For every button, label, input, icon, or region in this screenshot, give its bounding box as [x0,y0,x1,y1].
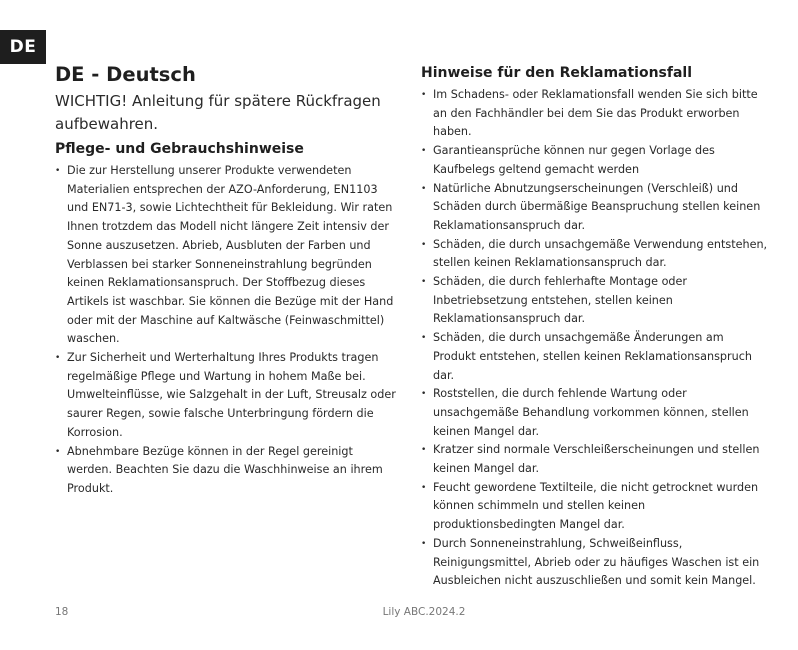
list-item: • Feucht gewordene Textilteile, die nicht getrocknet wurden können schimmeln und stellen keinen produktionsbedingten Mangel dar. [421,479,768,535]
complaints-column [421,60,768,591]
list-item: • Schäden, die durch unsachgemäße Verwendung entstehen, stellen keinen Reklamationsanspruch dar. [421,236,768,273]
list-item: • Natürliche Abnutzungserscheinungen (Verschleiß) und Schäden durch übermäßige Beanspruchung stellen keinen Reklamationsanspruch dar. [421,180,768,236]
list-item: • Garantieansprüche können nur gegen Vorlage des Kaufbelegs geltend gemacht werden [421,142,768,179]
list-item: • Die zur Herstellung unserer Produkte verwendeten Materialien entsprechen der AZO-Anforderung, EN1103 und EN71-3, sowie Lichtechtheit für Bekleidung. Wir raten Ihnen trotzdem das Modell nicht längere Zeit intensiv der Sonne auszusetzen. Abrieb, Ausbluten der Farben und Verblassen bei starker Sonneneinstrahlung begründen keinen Reklamationsanspruch. Der Stoffbezug dieses Artikels ist waschbar. Sie können die Bezüge mit der Hand oder mit der Maschine auf Kaltwäsche (Feinwaschmittel) waschen. [55,162,400,349]
page-title: DE - Deutsch [55,63,196,86]
model-code: Lily ABC.2024.2 [382,606,466,618]
list-item: • Roststellen, die durch fehlende Wartung oder unsachgemäße Behandlung vorkommen können, stellen keinen Mangel dar. [421,385,768,441]
list-item: • Zur Sicherheit und Werterhaltung Ihres Produkts tragen regelmäßige Pflege und Wartung in hohem Maße bei. Umwelteinflüsse, wie Salzgehalt in der Luft, Streusalz oder saurer Regen, sowie falsche Unterbringung fördern die Korrosion. [55,349,400,443]
language-tab: DE [0,30,46,64]
care-list [55,162,400,499]
important-note: WICHTIG! Anleitung für spätere Rückfragen aufbewahren. [55,92,381,133]
page-number: 18 [55,606,69,618]
list-item: • Durch Sonneneinstrahlung, Schweißeinfluss, Reinigungsmittel, Abrieb oder zu häufiges Waschen ist ein Ausbleichen nicht auszuschließen und somit kein Mangel. [421,535,768,591]
care-column [55,60,400,499]
list-item: • Schäden, die durch fehlerhafte Montage oder Inbetriebsetzung entstehen, stellen keinen Reklamationsanspruch dar. [421,273,768,329]
list-item: • Kratzer sind normale Verschleißerscheinungen und stellen keinen Mangel dar. [421,441,768,478]
complaints-list [421,86,768,591]
complaints-heading: Hinweise für den Reklamationsfall [421,65,693,81]
list-item: • Im Schadens- oder Reklamationsfall wenden Sie sich bitte an den Fachhändler bei dem Sie das Produkt erworben haben. [421,86,768,142]
care-heading: Pflege- und Gebrauchshinweise [55,141,304,157]
list-item: • Abnehmbare Bezüge können in der Regel gereinigt werden. Beachten Sie dazu die Waschhinweise an ihrem Produkt. [55,443,400,499]
list-item: • Schäden, die durch unsachgemäße Änderungen am Produkt entstehen, stellen keinen Reklamationsanspruch dar. [421,329,768,385]
